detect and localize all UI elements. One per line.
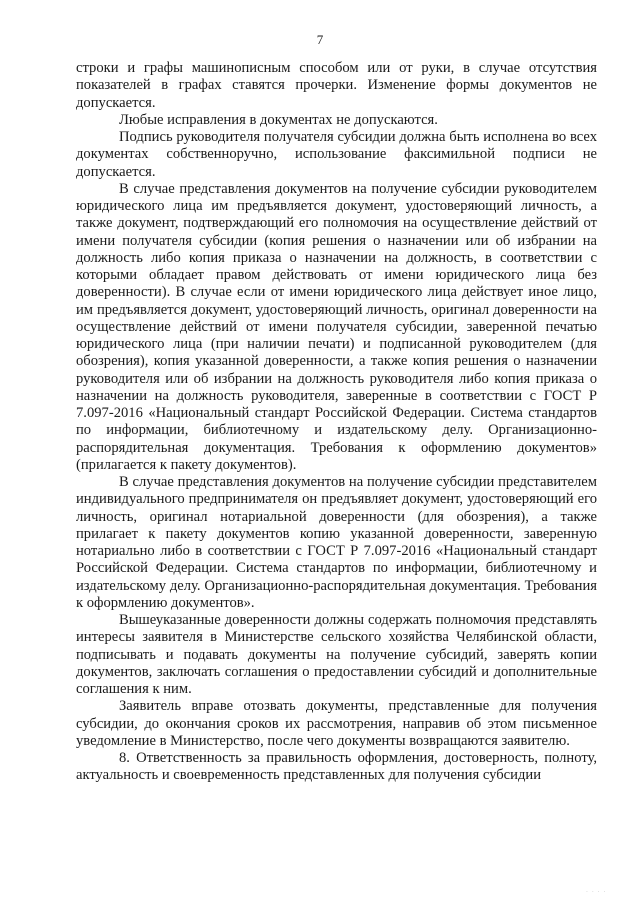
paragraph-signature: Подпись руководителя получателя субсидии должна быть исполнена во всех документах собственноручно, использование факсимильной подписи не допускается. — [76, 129, 597, 180]
paragraph-entrepreneur-representation: В случае представления документов на получение субсидии представителем индивидуального предпринимателя он предъявляет документ, удостоверяющий его личность, оригинал нотариальной доверенности (для обозрения), а также прилагает к пакету документов копию указанной доверенности, заверенную нотариально либо в соответствии с ГОСТ Р 7.097-2016 «Национальный стандарт Российской Федерации. Система стандартов по информации, библиотечному и издательскому делу. Организационно-распорядительная документация. Требования к оформлению документов». — [76, 474, 597, 611]
paragraph-no-corrections: Любые исправления в документах не допускаются. — [119, 111, 438, 128]
paragraph-legal-entity-representation: В случае представления документов на получение субсидии руководителем юридического лица им предъявляется документ, удостоверяющий личность, а также документ, подтверждающий его полномочия на осуществление действий от имени получателя субсидии (копия решения о назначении или об избрании на должность либо копия приказа о назначении на должность, в соответствии с которыми обладает правом действовать от имени юридического лица без доверенности). В случае если от имени юридического лица действует иное лицо, им предъявляется документ, удостоверяющий личность, оригинал доверенности на осуществление действий от имени получателя субсидии, заверенной печатью юридического лица (при наличии печати) и подписанной руководителем (для обозрения), копия указанной доверенности, а также копия решения о назначении руководителя или об избрании на должность руководителя либо копия приказа о назначении на должность руководителя, заверенные в соответствии с ГОСТ Р 7.097-2016 «Национальный стандарт Российской Федерации. Система стандартов по информации, библиотечному и издательскому делу. Организационно-распорядительная документация. Требования к оформлению документов» (прилагается к пакету документов). — [76, 180, 597, 473]
paragraph-power-of-attorney-scope: Вышеуказанные доверенности должны содержать полномочия представлять интересы заявителя в Министерстве сельского хозяйства Челябинской области, подписывать и подавать документы на получение субсидий, заверять копии документов, заключать соглашения о предоставлении субсидий и дополнительные соглашения к ним. — [76, 612, 597, 697]
scan-artifact-mark: · · · · — [586, 890, 607, 896]
document-body — [76, 60, 597, 785]
paragraph-withdrawal: Заявитель вправе отозвать документы, представленные для получения субсидии, до окончания сроков их рассмотрения, направив об этом письменное уведомление в Министерство, после чего документы возвращаются заявителю. — [76, 698, 597, 749]
page-number: 7 — [316, 32, 324, 47]
paragraph-responsibility: 8. Ответственность за правильность оформления, достоверность, полноту, актуальность и своевременность представленных для получения субсидии — [76, 750, 597, 784]
paragraph-continuation: строки и графы машинописным способом или от руки, в случае отсутствия показателей в графах ставятся прочерки. Изменение формы документов не допускается. — [76, 60, 597, 111]
